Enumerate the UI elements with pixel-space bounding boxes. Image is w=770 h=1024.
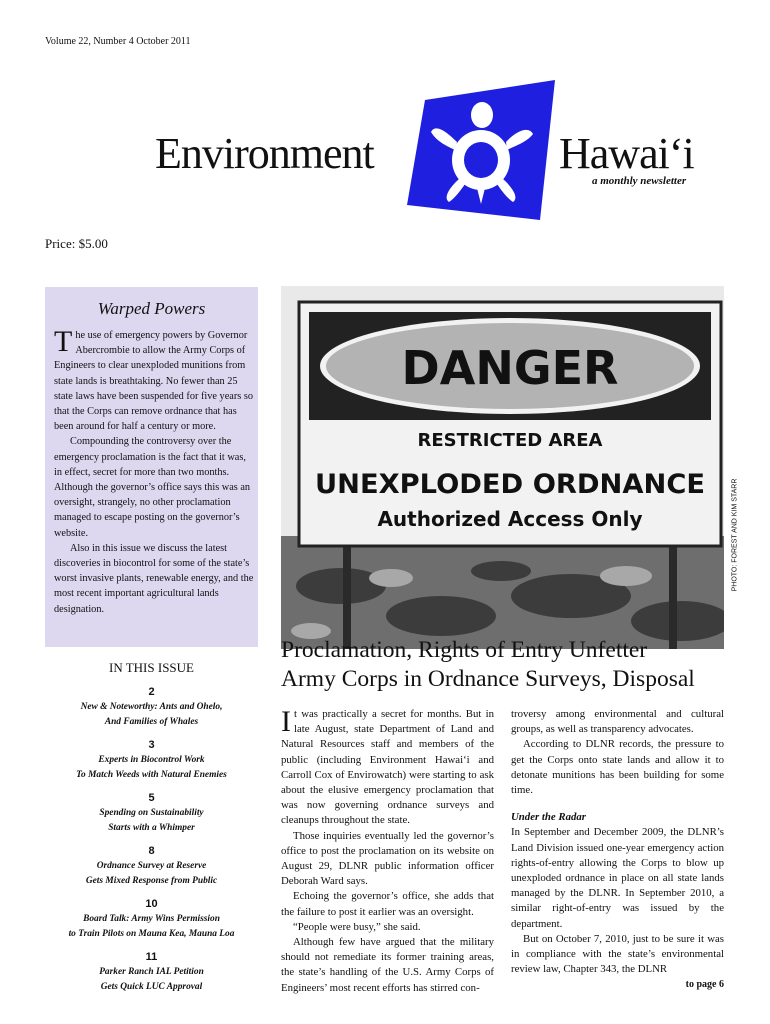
danger-sign-photo: [281, 286, 724, 649]
article-paragraph: Those inquiries eventually led the governor’s office to post the proclamation on its website on August 29, DLNR public information officer Deborah Ward says.: [281, 829, 494, 888]
toc-line: Gets Mixed Response from Public: [85, 875, 218, 886]
headline-line: Proclamation, Rights of Entry Unfetter: [281, 637, 648, 663]
sidebar-paragraph: Also in this issue we discuss the latest discoveries in biocontrol for some of the state’s worst invasive plants, renewable energy, and the most recent important agricultural lands designation.: [54, 542, 254, 615]
toc-line: And Families of Whales: [104, 716, 199, 727]
toc-page-number: 8: [148, 845, 155, 857]
article-paragraph: [281, 707, 494, 829]
toc-page-number: 2: [148, 686, 155, 698]
headline-line: Army Corps in Ordnance Surveys, Disposal: [281, 666, 695, 692]
masthead-title-right: Hawaiʻi: [559, 129, 694, 178]
sign-danger-text: DANGER: [401, 341, 619, 395]
sidebar-title: Warped Powers: [97, 299, 206, 318]
article-paragraph: But on October 7, 2010, just to be sure it was in compliance with the state’s environmental review law, Chapter 343, the DLNR: [511, 932, 724, 976]
article-dropcap: I: [281, 705, 291, 738]
toc-line: Ordnance Survey at Reserve: [96, 861, 207, 871]
article-paragraph: “People were busy,” she said.: [293, 920, 421, 933]
toc-page-number: 3: [148, 739, 155, 751]
photo-credit-text: PHOTO: FOREST AND KIM STARR: [731, 478, 739, 592]
toc-page-number: 5: [148, 792, 155, 804]
toc-line: Parker Ranch IAL Petition: [99, 967, 204, 977]
sign-restricted-text: RESTRICTED AREA: [417, 430, 603, 451]
article-paragraph: troversy among environmental and cultural groups, as well as transparency advocates.: [511, 708, 724, 736]
price: Price: $5.00: [45, 236, 108, 251]
toc-item[interactable]: [45, 950, 258, 994]
article-column-1: [281, 707, 494, 996]
sign-access-text: Authorized Access Only: [377, 507, 643, 531]
toc-item[interactable]: [45, 738, 258, 782]
sidebar-dropcap: T: [54, 325, 73, 358]
toc-item[interactable]: [45, 791, 258, 835]
sea-turtle-icon: [405, 80, 555, 222]
sign-ordnance-text: UNEXPLODED ORDNANCE: [315, 469, 705, 500]
toc-line: Gets Quick LUC Approval: [100, 981, 203, 992]
toc-item[interactable]: [45, 685, 258, 729]
table-of-contents: [45, 685, 258, 1003]
toc-line: Spending on Sustainability: [99, 808, 204, 818]
article-paragraph: According to DLNR records, the pressure to get the Corps onto state lands and allow it to detonate munitions has been building for some time.: [511, 738, 724, 797]
article-paragraph-text: t was practically a secret for months. But in late August, state Department of Land and Natural Resources staff and members of the public (including Environment Hawai‘i and Carroll Cox of Envirowatch) were starting to ask about the elusive emergency proclamation that was now governing ordnance surveys and cleanups throughout the state.: [281, 708, 494, 827]
toc-line: Experts in Biocontrol Work: [98, 755, 205, 765]
toc-item[interactable]: [45, 844, 258, 888]
editorial-sidebar: [45, 287, 258, 647]
toc-line: Board Talk: Army Wins Permission: [83, 914, 220, 924]
article-paragraph: In September and December 2009, the DLNR’s Land Division issued one-year emergency action rights-of-entry allowing the Corps to blow up unexploded ordnance in place on all state lands managed by the DLNR. In September 2010, a similar right-of-entry was issued by the department.: [511, 826, 724, 930]
toc-line: Starts with a Whimper: [108, 822, 195, 833]
toc-line: New & Noteworthy: Ants and Ohelo,: [80, 702, 223, 712]
masthead-title-left: Environment: [155, 129, 374, 178]
sidebar-text: [54, 325, 254, 617]
article-headline: [281, 636, 731, 694]
sidebar-paragraph: [54, 325, 254, 434]
toc-line: to Train Pilots on Mauna Kea, Mauna Loa: [68, 928, 235, 939]
tagline: a monthly newsletter: [592, 175, 687, 187]
toc-page-number: 10: [145, 898, 158, 910]
article-column-2: [511, 707, 724, 993]
continued-link[interactable]: to page 6: [685, 979, 724, 991]
issue-line: Volume 22, Number 4 October 2011: [45, 36, 191, 47]
photo-credit: [728, 430, 742, 640]
article-paragraph: Although few have argued that the military should not remediate its former training areas, the state’s handling of the U.S. Army Corps of Engineers’ most recent efforts has stirred con-: [281, 936, 494, 994]
toc-title: IN THIS ISSUE: [109, 660, 194, 675]
toc-item[interactable]: [45, 897, 258, 941]
article-paragraph: Echoing the governor’s office, she adds that the failure to post it earlier was an oversight.: [281, 890, 494, 918]
toc-page-number: 11: [145, 951, 158, 963]
article-subhead: Under the Radar: [511, 811, 586, 824]
toc-line: To Match Weeds with Natural Enemies: [76, 769, 227, 780]
sidebar-paragraph-text: he use of emergency powers by Governor Abercrombie to allow the Army Corps of Engineers to clear unexploded munitions from state lands is breathtaking. No fewer than 25 state laws have been suspended for five years so that the Corps can remove ordnance that has been around for half a century or more.: [54, 330, 254, 433]
sidebar-paragraph: Compounding the controversy over the emergency proclamation is the fact that it was, in effect, secret for more than two months. Although the governor’s office says this was an oversight, strangely, no other proclamation managed to escape posting on the governor’s website.: [54, 436, 251, 539]
